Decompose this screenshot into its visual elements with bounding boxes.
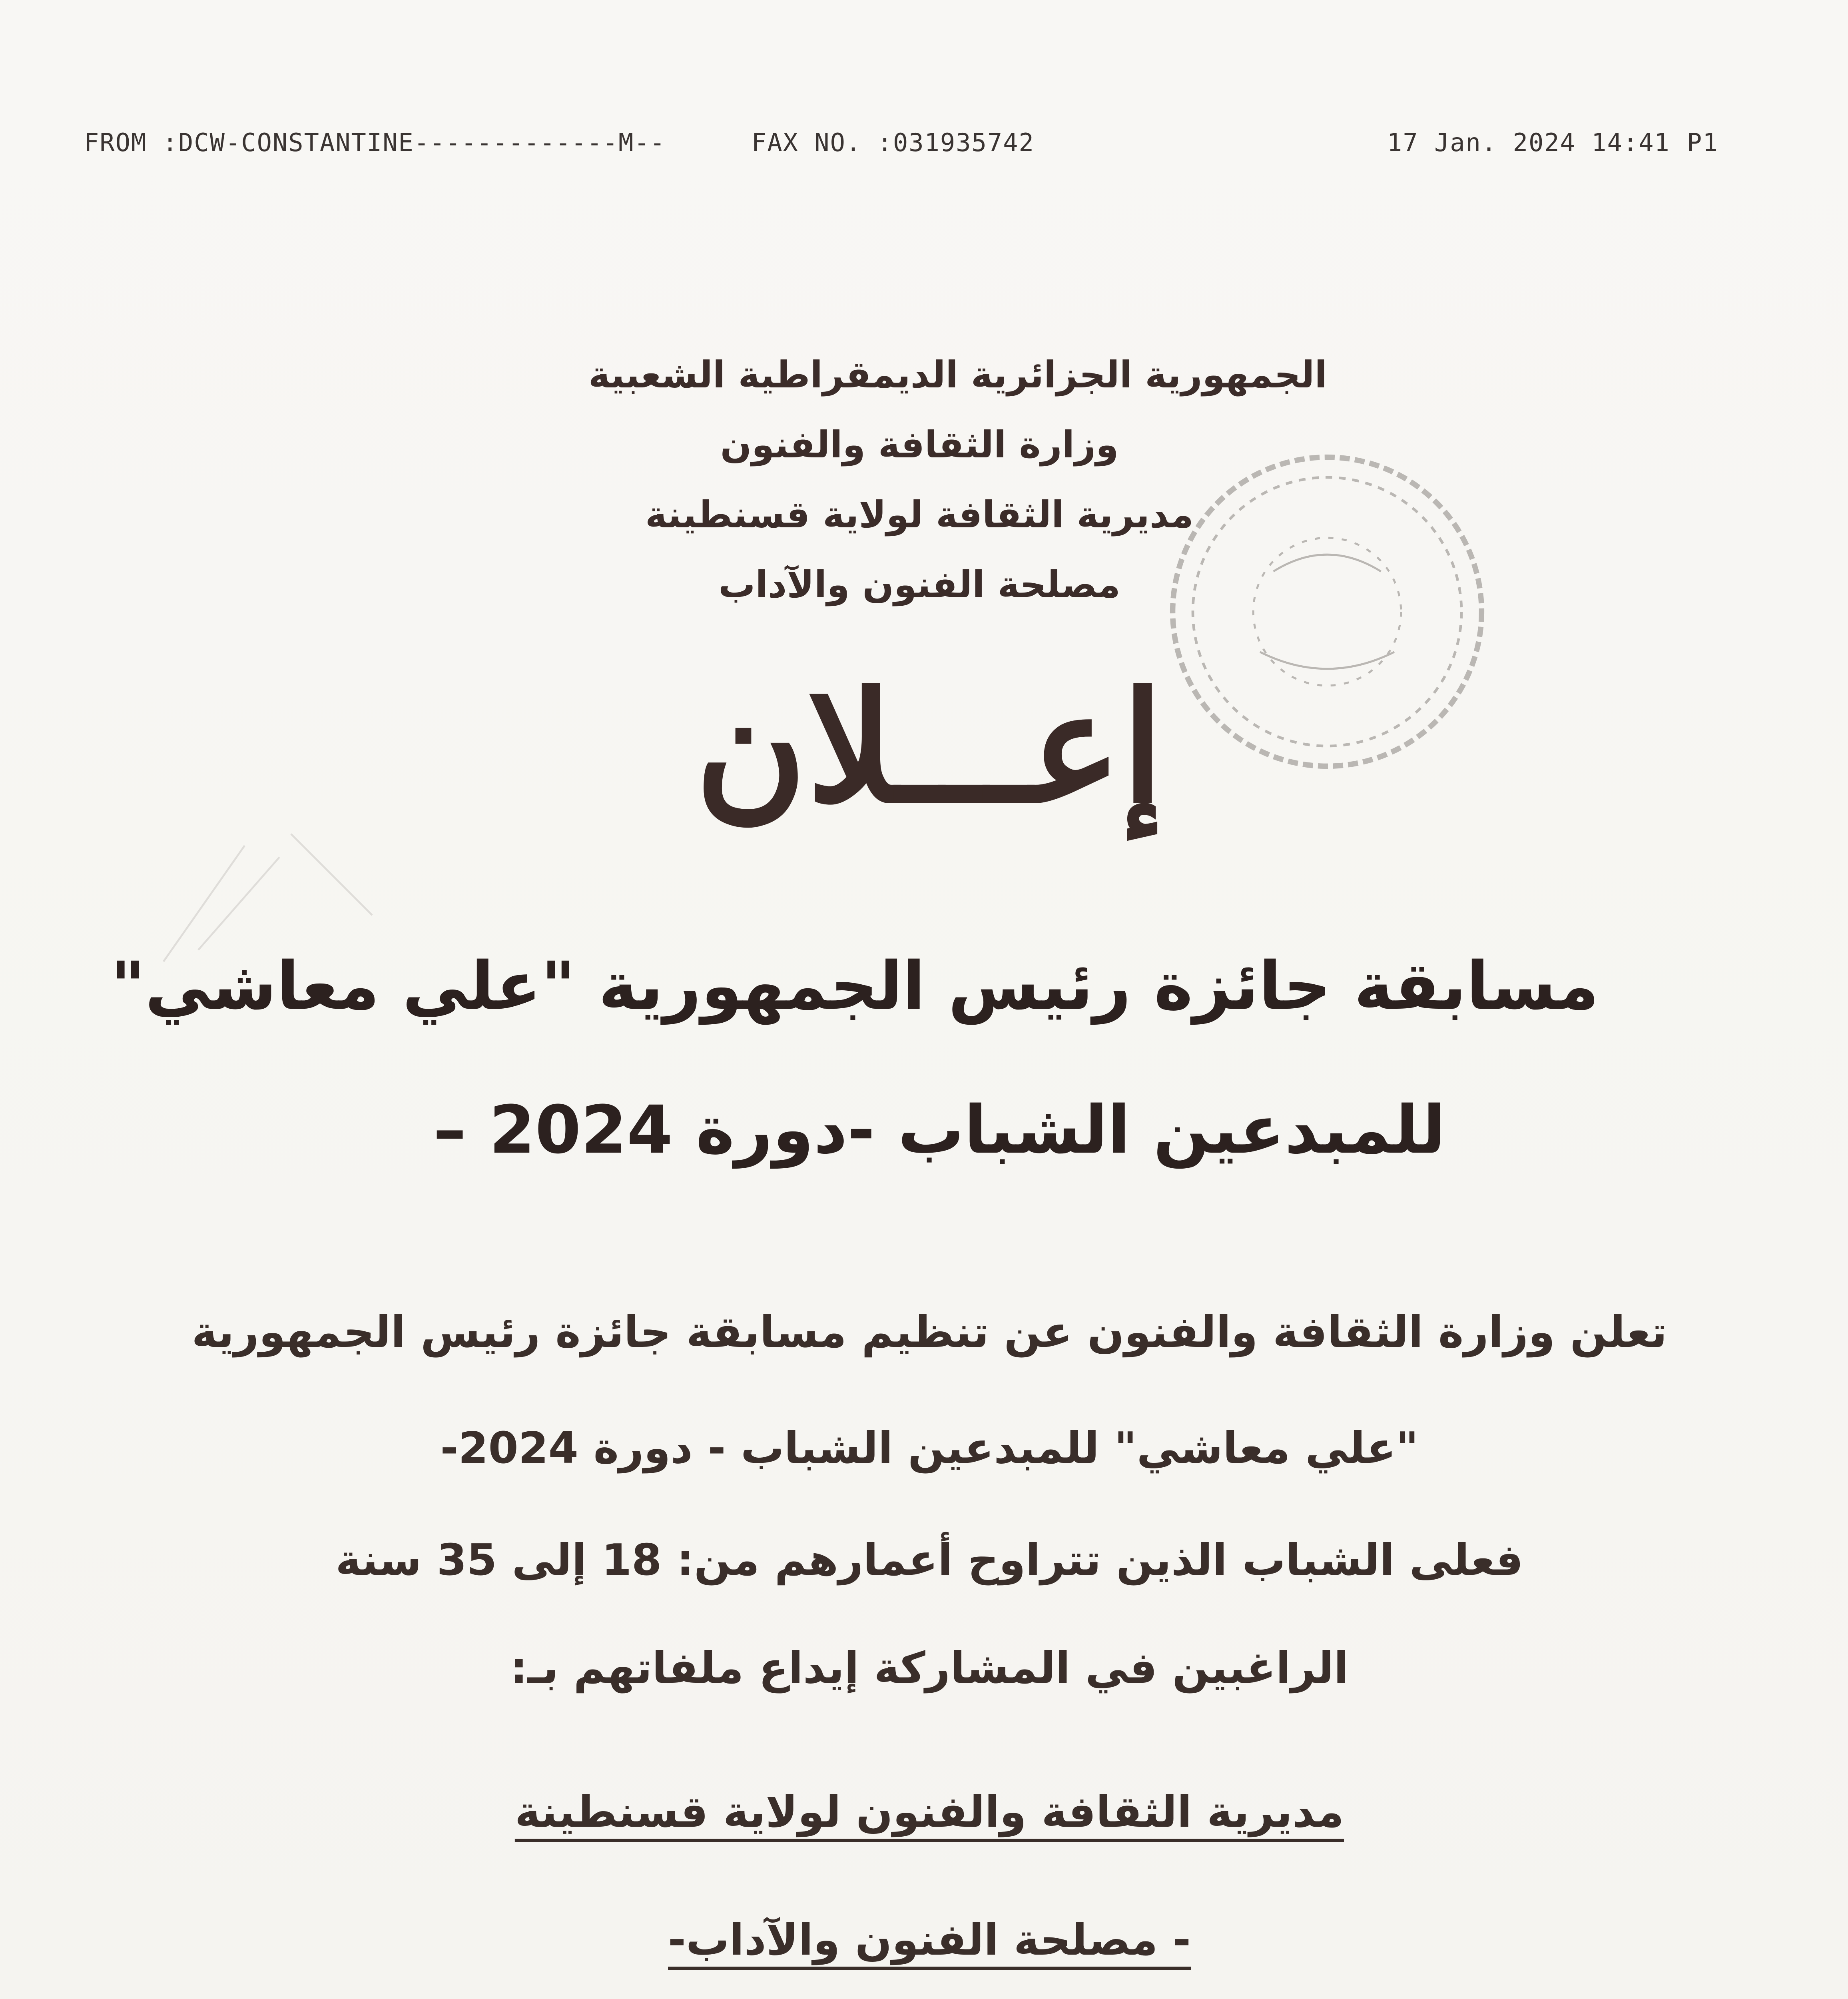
body-line-announcement: تعلن وزارة الثقافة والفنون عن تنظيم مسابقة جائزة رئيس الجمهورية xyxy=(191,1307,1667,1357)
fax-from: FROM :DCW-CONSTANTINE-------------M-- xyxy=(84,128,666,157)
fax-header xyxy=(84,128,1728,164)
body-line-age-range: فعلى الشباب الذين تتراوح أعمارهم من: 18 إلى 35 سنة xyxy=(335,1535,1523,1585)
ministry-name: وزارة الثقافة والفنون xyxy=(720,423,1119,466)
body-line-directorate: مديرية الثقافة والفنون لولاية قسنطينة xyxy=(514,1787,1344,1837)
body-line-prize-name: "علي معاشي" للمبدعين الشباب - دورة 2024- xyxy=(440,1423,1419,1473)
body-line-service: - مصلحة الفنون والآداب- xyxy=(668,1915,1191,1965)
republic-name: الجمهورية الجزائرية الديمقراطية الشعبية xyxy=(588,353,1327,396)
contest-title-line-2: للمبدعين الشباب -دورة 2024 – xyxy=(433,1091,1446,1168)
fax-number: FAX NO. :031935742 xyxy=(752,128,1035,157)
directorate-name: مديرية الثقافة لولاية قسنطينة xyxy=(645,493,1194,536)
fax-page-number: P1 xyxy=(1687,128,1718,157)
fax-date-time: 17 Jan. 2024 14:41 xyxy=(1387,128,1670,157)
announcement-title: إعـــلان xyxy=(695,658,1164,837)
service-name: مصلحة الفنون والآداب xyxy=(718,563,1120,606)
contest-title-line-1: مسابقة جائزة رئيس الجمهورية "علي معاشي" xyxy=(110,948,1599,1024)
body-line-submission: الراغبين في المشاركة إيداع ملفاتهم بـ: xyxy=(510,1643,1349,1693)
